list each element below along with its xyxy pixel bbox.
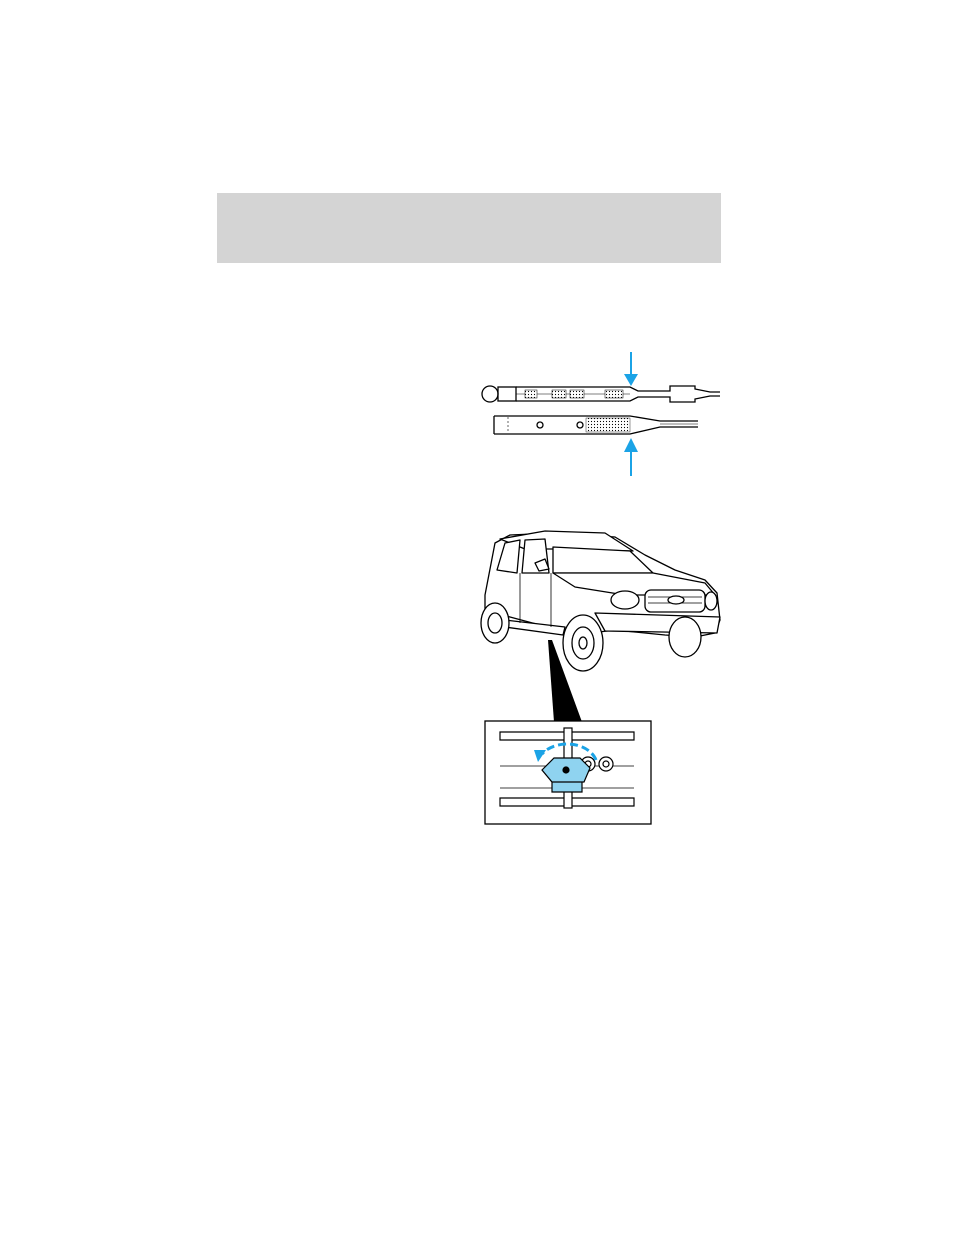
section-header-band (217, 193, 721, 263)
dipstick-upper (482, 386, 720, 402)
dipstick-illustration (470, 348, 730, 484)
suv-illustration (465, 525, 735, 725)
callout-pointer (530, 640, 590, 730)
dipstick-arrow-down-icon (624, 352, 638, 386)
dipstick-lower (494, 416, 698, 434)
dipstick-arrow-up-icon (624, 438, 638, 476)
drain-plug-detail (484, 720, 652, 825)
